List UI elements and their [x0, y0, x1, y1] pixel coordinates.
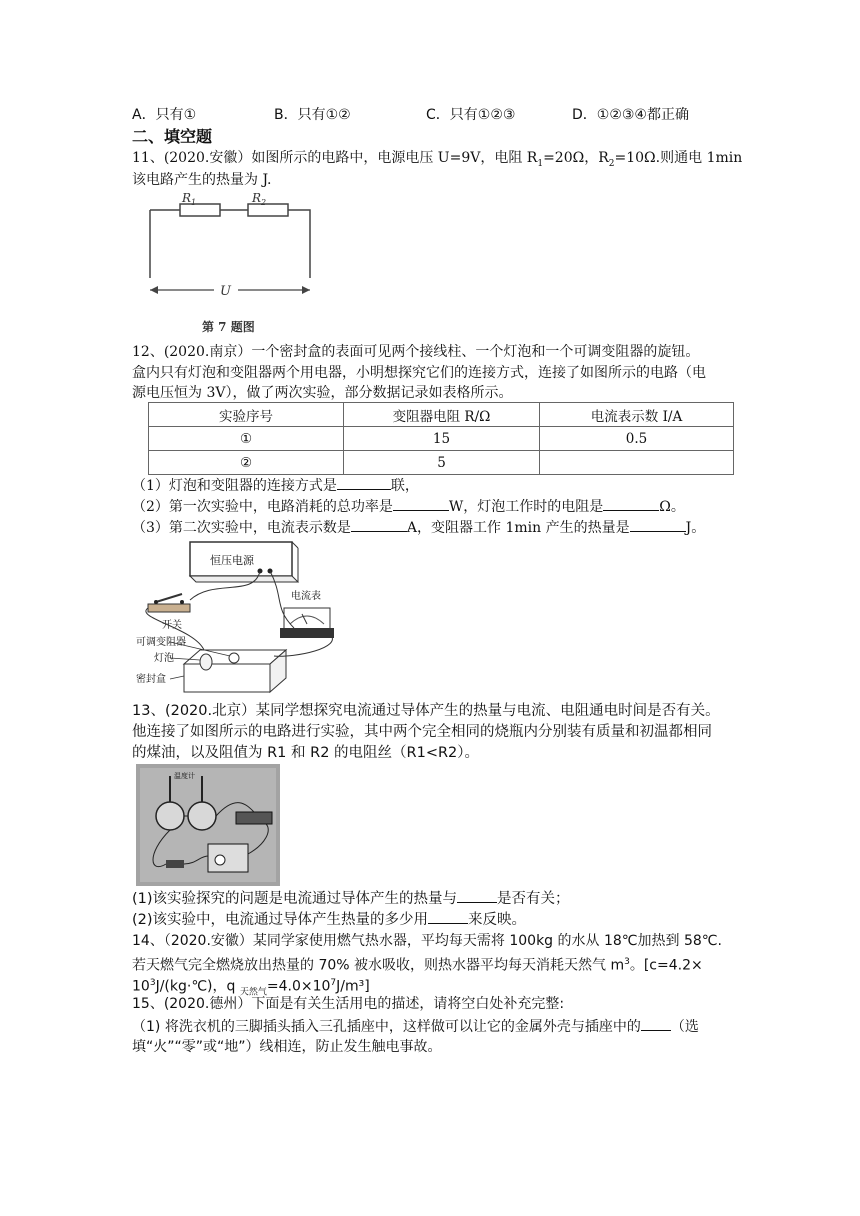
resistor-r2: [248, 204, 288, 216]
table-header: 变阻器电阻 R/Ω: [344, 403, 540, 427]
q12-sub1: （1）灯泡和变阻器的连接方式是 联，: [132, 475, 419, 496]
q12-line1: 12、(2020.南京）一个密封盒的表面可见两个接线柱、一个灯泡和一个可调变阻器的旋钮。: [132, 344, 700, 360]
q13-line1: 13、(2020.北京）某同学想探究电流通过导体产生的热量与电流、电阻通电时间是否有关。: [132, 703, 720, 719]
table-row: [149, 451, 734, 475]
option-a: A．只有①: [132, 107, 197, 123]
q11-line2: 该电路产生的热量为 J.: [132, 172, 272, 188]
svg-text:温度计: 温度计: [174, 772, 195, 780]
svg-text:R2: $R_2$: [252, 191, 267, 207]
option-b: B．只有①②: [274, 107, 351, 123]
q12-data-table: [148, 402, 734, 475]
q14-line3: $10^3J/(kg\cdot℃)$，q $_{天然气}=4.0\times 10^7J/m^3$]: [132, 978, 370, 998]
table-cell: [540, 451, 734, 475]
q14-line1: 14、（2020.安徽）某同学家使用燃气热水器，平均每天需将 100kg 的水从 18℃加热到 58℃.: [132, 933, 722, 949]
q12-sub3: （3）第二次实验中，电流表示数是 A，变阻器工作 1min 产生的热量是 J。: [132, 517, 705, 538]
q12-line2: 盒内只有灯泡和变阻器两个用电器，小明想探究它们的连接方式，连接了如图所示的电路（电: [132, 365, 706, 381]
svg-text:灯泡: 灯泡: [154, 653, 174, 664]
q15-line2: （1) 将洗衣机的三脚插头插入三孔插座中，这样做可以让它的金属外壳与插座中的 （选: [132, 1016, 699, 1037]
svg-text:密封盒: 密封盒: [136, 674, 166, 685]
q13-line2: 他连接了如图所示的电路进行实验，其中两个完全相同的烧瓶内分别装有质量和初温都相同: [132, 724, 712, 740]
q12-experiment-figure: [134, 538, 364, 704]
q12-sub2: （2）第一次实验中，电路消耗的总功率是 W，灯泡工作时的电阻是 Ω。: [132, 496, 685, 517]
q13-line3: 的煤油，以及阻值为 R1 和 R2 的电阻丝（R1<R2）。: [132, 745, 480, 761]
table-cell: 5: [344, 451, 540, 475]
svg-text:可调变阻器: 可调变阻器: [136, 637, 186, 648]
q11-line1: 11、(2020.安徽）如图所示的电路中，电源电压 U=9V，电阻 $R_1=20\Omega$，$R_2=10\Omega$.则通电 1min: [132, 150, 743, 169]
u-label: U: [220, 284, 231, 299]
q14-line2: 若天燃气完全燃烧放出热量的 70% 被水吸收，则热水器平均每天消耗天然气 $m^3$。[c=4.2×: [132, 957, 703, 974]
table-cell: 0.5: [540, 427, 734, 451]
option-d: D．①②③④都正确: [572, 107, 689, 123]
q13-sub1: (1)该实验探究的问题是电流通过导体产生的热量与 是否有关；: [132, 888, 570, 909]
table-header-row: [149, 403, 734, 427]
svg-text:开关: 开关: [162, 620, 182, 631]
svg-text:恒压电源: 恒压电源: [210, 554, 254, 567]
q13-experiment-photo: [136, 764, 280, 886]
q12-line3: 源电压恒为 3V），做了两次实验，部分数据记录如表格所示。: [132, 385, 513, 401]
figure-caption: 第 7 题图: [202, 320, 255, 334]
svg-text:R1: $R_1$: [182, 191, 197, 207]
table-header: 实验序号: [149, 403, 344, 427]
option-c: C．只有①②③: [426, 107, 516, 123]
table-cell: ②: [149, 451, 344, 475]
section-title: 二、填空题: [132, 127, 213, 146]
ammeter: [284, 608, 330, 630]
q15-line1: 15、(2020.德州）下面是有关生活用电的描述，请将空白处补充完整:: [132, 996, 565, 1012]
q13-sub2: (2)该实验中，电流通过导体产生热量的多少用 来反映。: [132, 909, 526, 930]
table-row: [149, 427, 734, 451]
svg-text:电流表: 电流表: [291, 591, 321, 602]
table-cell: 15: [344, 427, 540, 451]
q11-circuit-diagram: [140, 190, 320, 340]
table-header: 电流表示数 I/A: [540, 403, 734, 427]
table-cell: ①: [149, 427, 344, 451]
q15-line3: 填“火”“零”或“地”）线相连，防止发生触电事故。: [132, 1039, 442, 1055]
resistor-r1: [180, 204, 220, 216]
